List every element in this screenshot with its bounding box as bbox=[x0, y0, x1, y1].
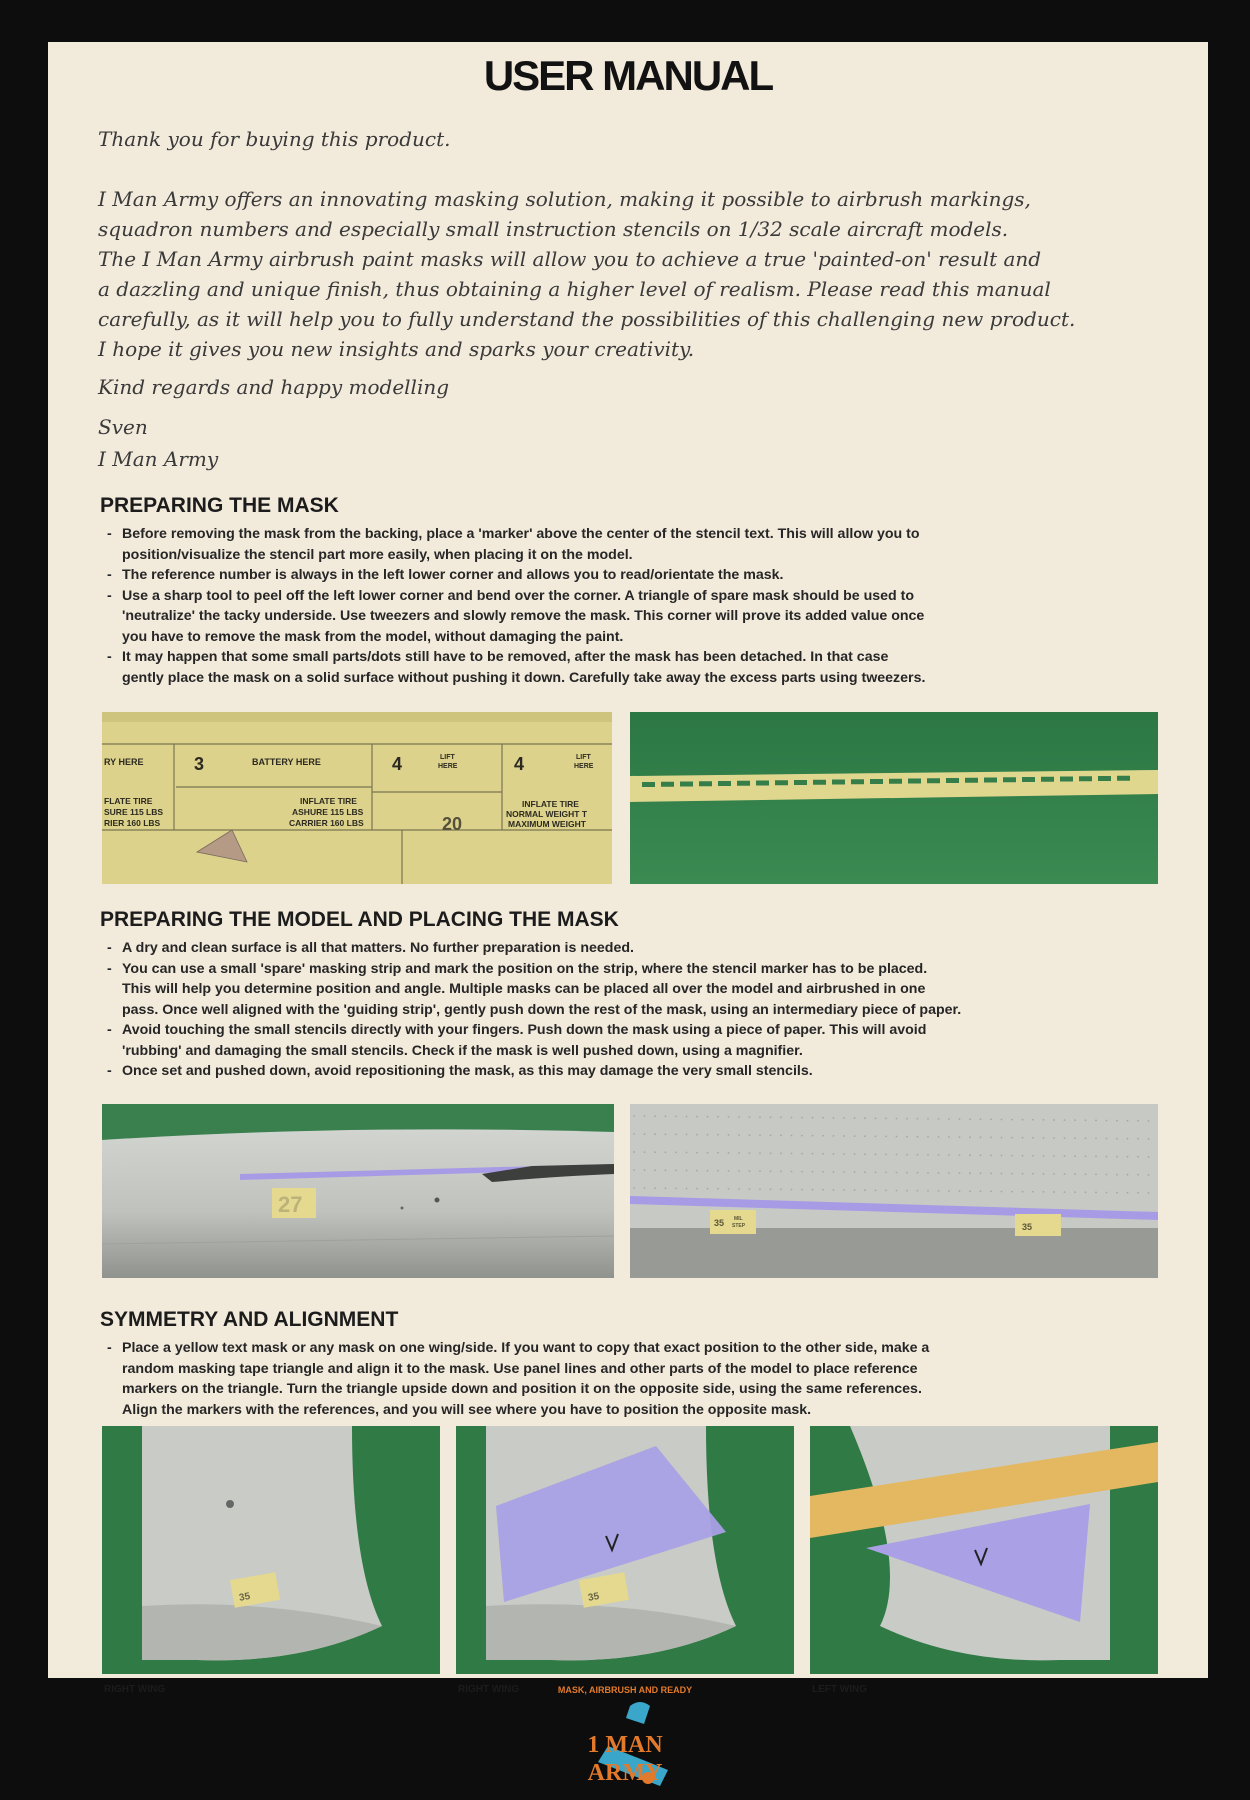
mask-number: 35 bbox=[587, 1591, 601, 1604]
stencil-text: 20 bbox=[442, 814, 463, 834]
list-item: - Before removing the mask from the backing, place a 'marker' above the center of the stencil text. This will allow you to position/visualize the stencil part more easily, when placing it on the model. bbox=[104, 524, 925, 565]
stencil-text: INFLATE TIRE bbox=[300, 796, 357, 806]
footer bbox=[0, 1678, 1250, 1800]
section-heading-symmetry: SYMMETRY AND ALIGNMENT bbox=[100, 1308, 399, 1331]
list-item: - The reference number is always in the left lower corner and allows you to read/orientate the mask. bbox=[104, 565, 925, 586]
stencil-text: RIER 160 LBS bbox=[104, 818, 161, 828]
logo-text-top: 1 MAN bbox=[587, 1732, 663, 1758]
letter-line: squadron numbers and especially small instruction stencils on 1/32 scale aircraft models. bbox=[98, 217, 1009, 241]
mask-text: MIL bbox=[734, 1216, 743, 1222]
stencil-text: LIFT bbox=[576, 754, 591, 761]
right-wing-photo-2 bbox=[456, 1426, 794, 1674]
letter-closing: Kind regards and happy modelling bbox=[98, 375, 450, 399]
caption-right-wing-2: RIGHT WING bbox=[458, 1684, 520, 1695]
logo-text-bottom: ARMY bbox=[587, 1760, 663, 1786]
mask-number: 35 bbox=[238, 1591, 252, 1604]
stencil-text: MAXIMUM WEIGHT bbox=[508, 819, 586, 829]
stencil-text: RY HERE bbox=[104, 757, 144, 767]
stencil-text: SURE 115 LBS bbox=[104, 807, 164, 817]
list-item: - You can use a small 'spare' masking strip and mark the position on the strip, where the stencil marker has to be placed. This will help you determine position and angle. Multiple masks can be placed all over the model and airbrushed in one pass. Once well aligned with the 'guiding strip', gently push down the rest of the mask, using an intermediary piece of paper. bbox=[104, 959, 961, 1021]
right-wing-photo-1 bbox=[102, 1426, 440, 1674]
section-heading-preparing-model: PREPARING THE MODEL AND PLACING THE MASK bbox=[100, 908, 619, 931]
letter-line: I hope it gives you new insights and sparks your creativity. bbox=[98, 337, 695, 361]
masking-strip-photo bbox=[630, 712, 1158, 884]
mask-number: 27 bbox=[278, 1192, 303, 1217]
stencil-text: ASHURE 115 LBS bbox=[292, 807, 364, 817]
mask-number: 35 bbox=[1022, 1222, 1033, 1232]
letter-company: I Man Army bbox=[98, 447, 219, 471]
letter-line: a dazzling and unique finish, thus obtaining a higher level of realism. Please read this manual bbox=[98, 277, 1051, 301]
letter-line: Thank you for buying this product. bbox=[98, 127, 451, 151]
stencil-text: 4 bbox=[514, 754, 525, 774]
brand-logo bbox=[568, 1700, 683, 1795]
wing-strip-photo bbox=[630, 1104, 1158, 1278]
list-item: - Avoid touching the small stencils directly with your fingers. Push down the mask using a piece of paper. This will avoid 'rubbing' and damaging the small stencils. Check if the mask is well pushed down, using a magnifier. bbox=[104, 1020, 961, 1061]
stencil-text: NORMAL WEIGHT T bbox=[506, 809, 588, 819]
stencil-text: 4 bbox=[392, 754, 403, 774]
letter-line: The I Man Army airbrush paint masks will allow you to achieve a true 'painted-on' result and bbox=[98, 247, 1042, 271]
list-item: - Once set and pushed down, avoid repositioning the mask, as this may damage the very small stencils. bbox=[104, 1061, 961, 1082]
section-list-symmetry bbox=[104, 1338, 929, 1420]
left-wing-photo bbox=[810, 1426, 1158, 1674]
list-item: - Place a yellow text mask or any mask on one wing/side. If you want to copy that exact position to the other side, make a random masking tape triangle and align it to the mask. Use panel lines and other parts of the model to place reference markers on the triangle. Turn the triangle upside down and position it on the opposite side, using the same references. Align the markers with the references, and you will see where you have to position the opposite mask. bbox=[104, 1338, 929, 1420]
letter-signature: Sven bbox=[98, 415, 148, 439]
list-item: - It may happen that some small parts/dots still have to be removed, after the mask has been detached. In that case gently place the mask on a solid surface without pushing it down. Carefully take away the excess parts using tweezers. bbox=[104, 647, 925, 688]
stencil-text: INFLATE TIRE bbox=[522, 799, 579, 809]
footer-tagline: MASK, AIRBRUSH AND READY bbox=[557, 1685, 693, 1695]
letter-line: carefully, as it will help you to fully understand the possibilities of this challenging new product. bbox=[98, 307, 1076, 331]
stencil-text: CARRIER 160 LBS bbox=[289, 818, 364, 828]
caption-left-wing: LEFT WING bbox=[812, 1684, 867, 1695]
stencil-text: FLATE TIRE bbox=[104, 796, 153, 806]
letter-line: I Man Army offers an innovating masking solution, making it possible to airbrush markings, bbox=[98, 187, 1031, 211]
stencil-text: HERE bbox=[574, 763, 594, 770]
list-item: - A dry and clean surface is all that matters. No further preparation is needed. bbox=[104, 938, 961, 959]
section-list-preparing-mask bbox=[104, 524, 925, 688]
list-item: - Use a sharp tool to peel off the left lower corner and bend over the corner. A triangle of spare mask should be used to 'neutralize' the tacky underside. Use tweezers and slowly remove the mask. This corner will prove its added value once you have to remove the mask from the model, without damaging the paint. bbox=[104, 586, 925, 648]
stencil-text: LIFT bbox=[440, 754, 455, 761]
fuselage-photo bbox=[102, 1104, 614, 1278]
section-list-preparing-model bbox=[104, 938, 961, 1082]
stencil-text: BATTERY HERE bbox=[252, 757, 321, 767]
stencil-text: 3 bbox=[194, 754, 205, 774]
page-title: USER MANUAL bbox=[483, 52, 773, 99]
section-heading-preparing-mask: PREPARING THE MASK bbox=[100, 494, 339, 517]
caption-right-wing-1: RIGHT WING bbox=[104, 1684, 166, 1695]
stencil-text: HERE bbox=[438, 763, 458, 770]
stencil-sheet-photo bbox=[102, 712, 612, 884]
mask-text: STEP bbox=[732, 1223, 746, 1229]
mask-number: 35 bbox=[714, 1218, 725, 1228]
